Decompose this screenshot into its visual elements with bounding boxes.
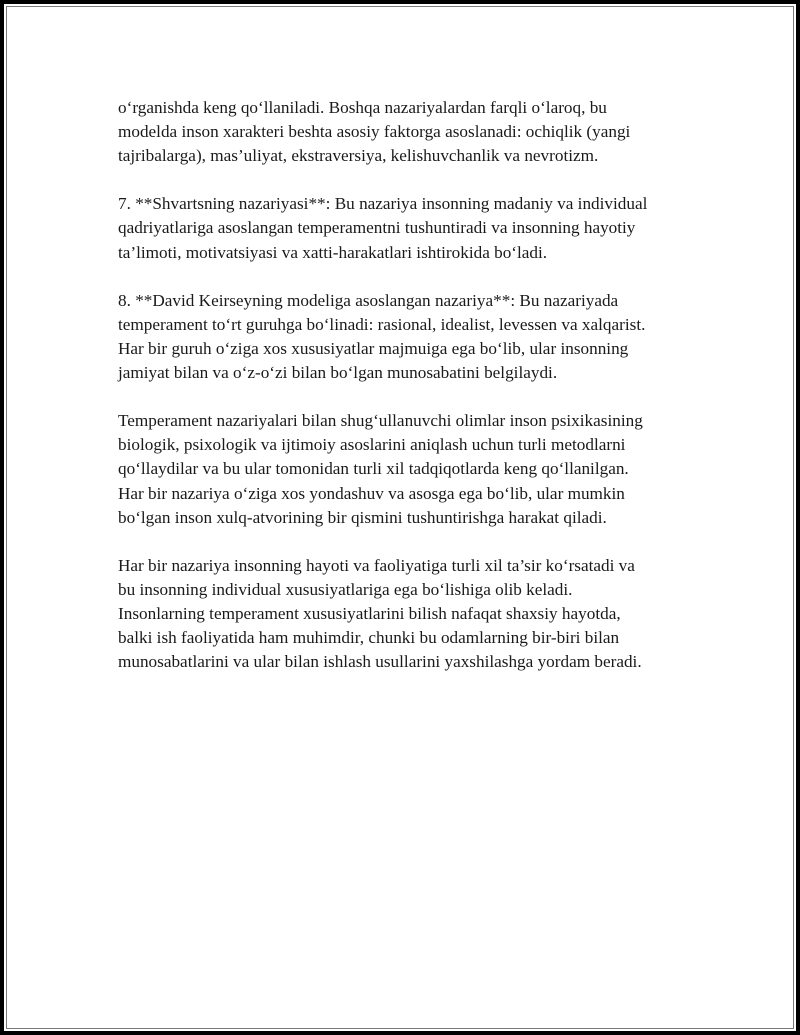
paragraph-big-five-continuation: o‘rganishda keng qo‘llaniladi. Boshqa nazariyalardan farqli o‘laroq, bu modelda inson xarakteri beshta asosiy faktorga asoslanadi: ochiqlik (yangi tajribalarga), mas’uliyat, ekstraversiya, kelishuvchanlik va nevrotizm. — [118, 98, 631, 166]
paragraph-temperament-scientists: Temperament nazariyalari bilan shug‘ullanuvchi olimlar inson psixikasining biologik, psixologik va ijtimoiy asoslarini aniqlash uchun turli metodlarni qo‘llaydilar va bu ular tomonidan turli xil tadqiqotlarda keng qo‘llanilgan. Har bir nazariya o‘ziga xos yondashuv va asosga ega bo‘lib, ular mumkin bo‘lgan inson xulq-atvorining bir qismini tushuntirishga harakat qiladi. — [118, 411, 643, 527]
paragraph-conclusion: Har bir nazariya insonning hayoti va faoliyatiga turli xil ta’sir ko‘rsatadi va bu insonning individual xususiyatlariga ega bo‘lishiga olib keladi. Insonlarning temperament xususiyatlarini bilish nafaqat shaxsiy hayotda, balki ish faoliyatida ham muhimdir, chunki bu odamlarning bir-biri bilan munosabatlarini va ular bilan ishlash usullarini yaxshilashga yordam beradi. — [118, 555, 642, 672]
paragraph-keirsey-theory: 8. **David Keirseyning modeliga asoslangan nazariya**: Bu nazariyada temperament to‘rt guruhga bo‘linadi: rasional, idealist, levessen va xalqarist. Har bir guruh o‘ziga xos xususiyatlar majmuiga ega bo‘lib, ular insonning jamiyat bilan va o‘z-o‘zi bilan bo‘lgan munosabatini belgilaydi. — [118, 290, 646, 383]
paragraph-shvarts-theory: 7. **Shvartsning nazariyasi**: Bu nazariya insonning madaniy va individual qadriyatlariga asoslangan temperamentni tushuntiradi va insonning hayotiy ta’limoti, motivatsiyasi va xatti-harakatlari ishtirokida bo‘ladi. — [118, 194, 648, 262]
document-body — [118, 96, 693, 698]
